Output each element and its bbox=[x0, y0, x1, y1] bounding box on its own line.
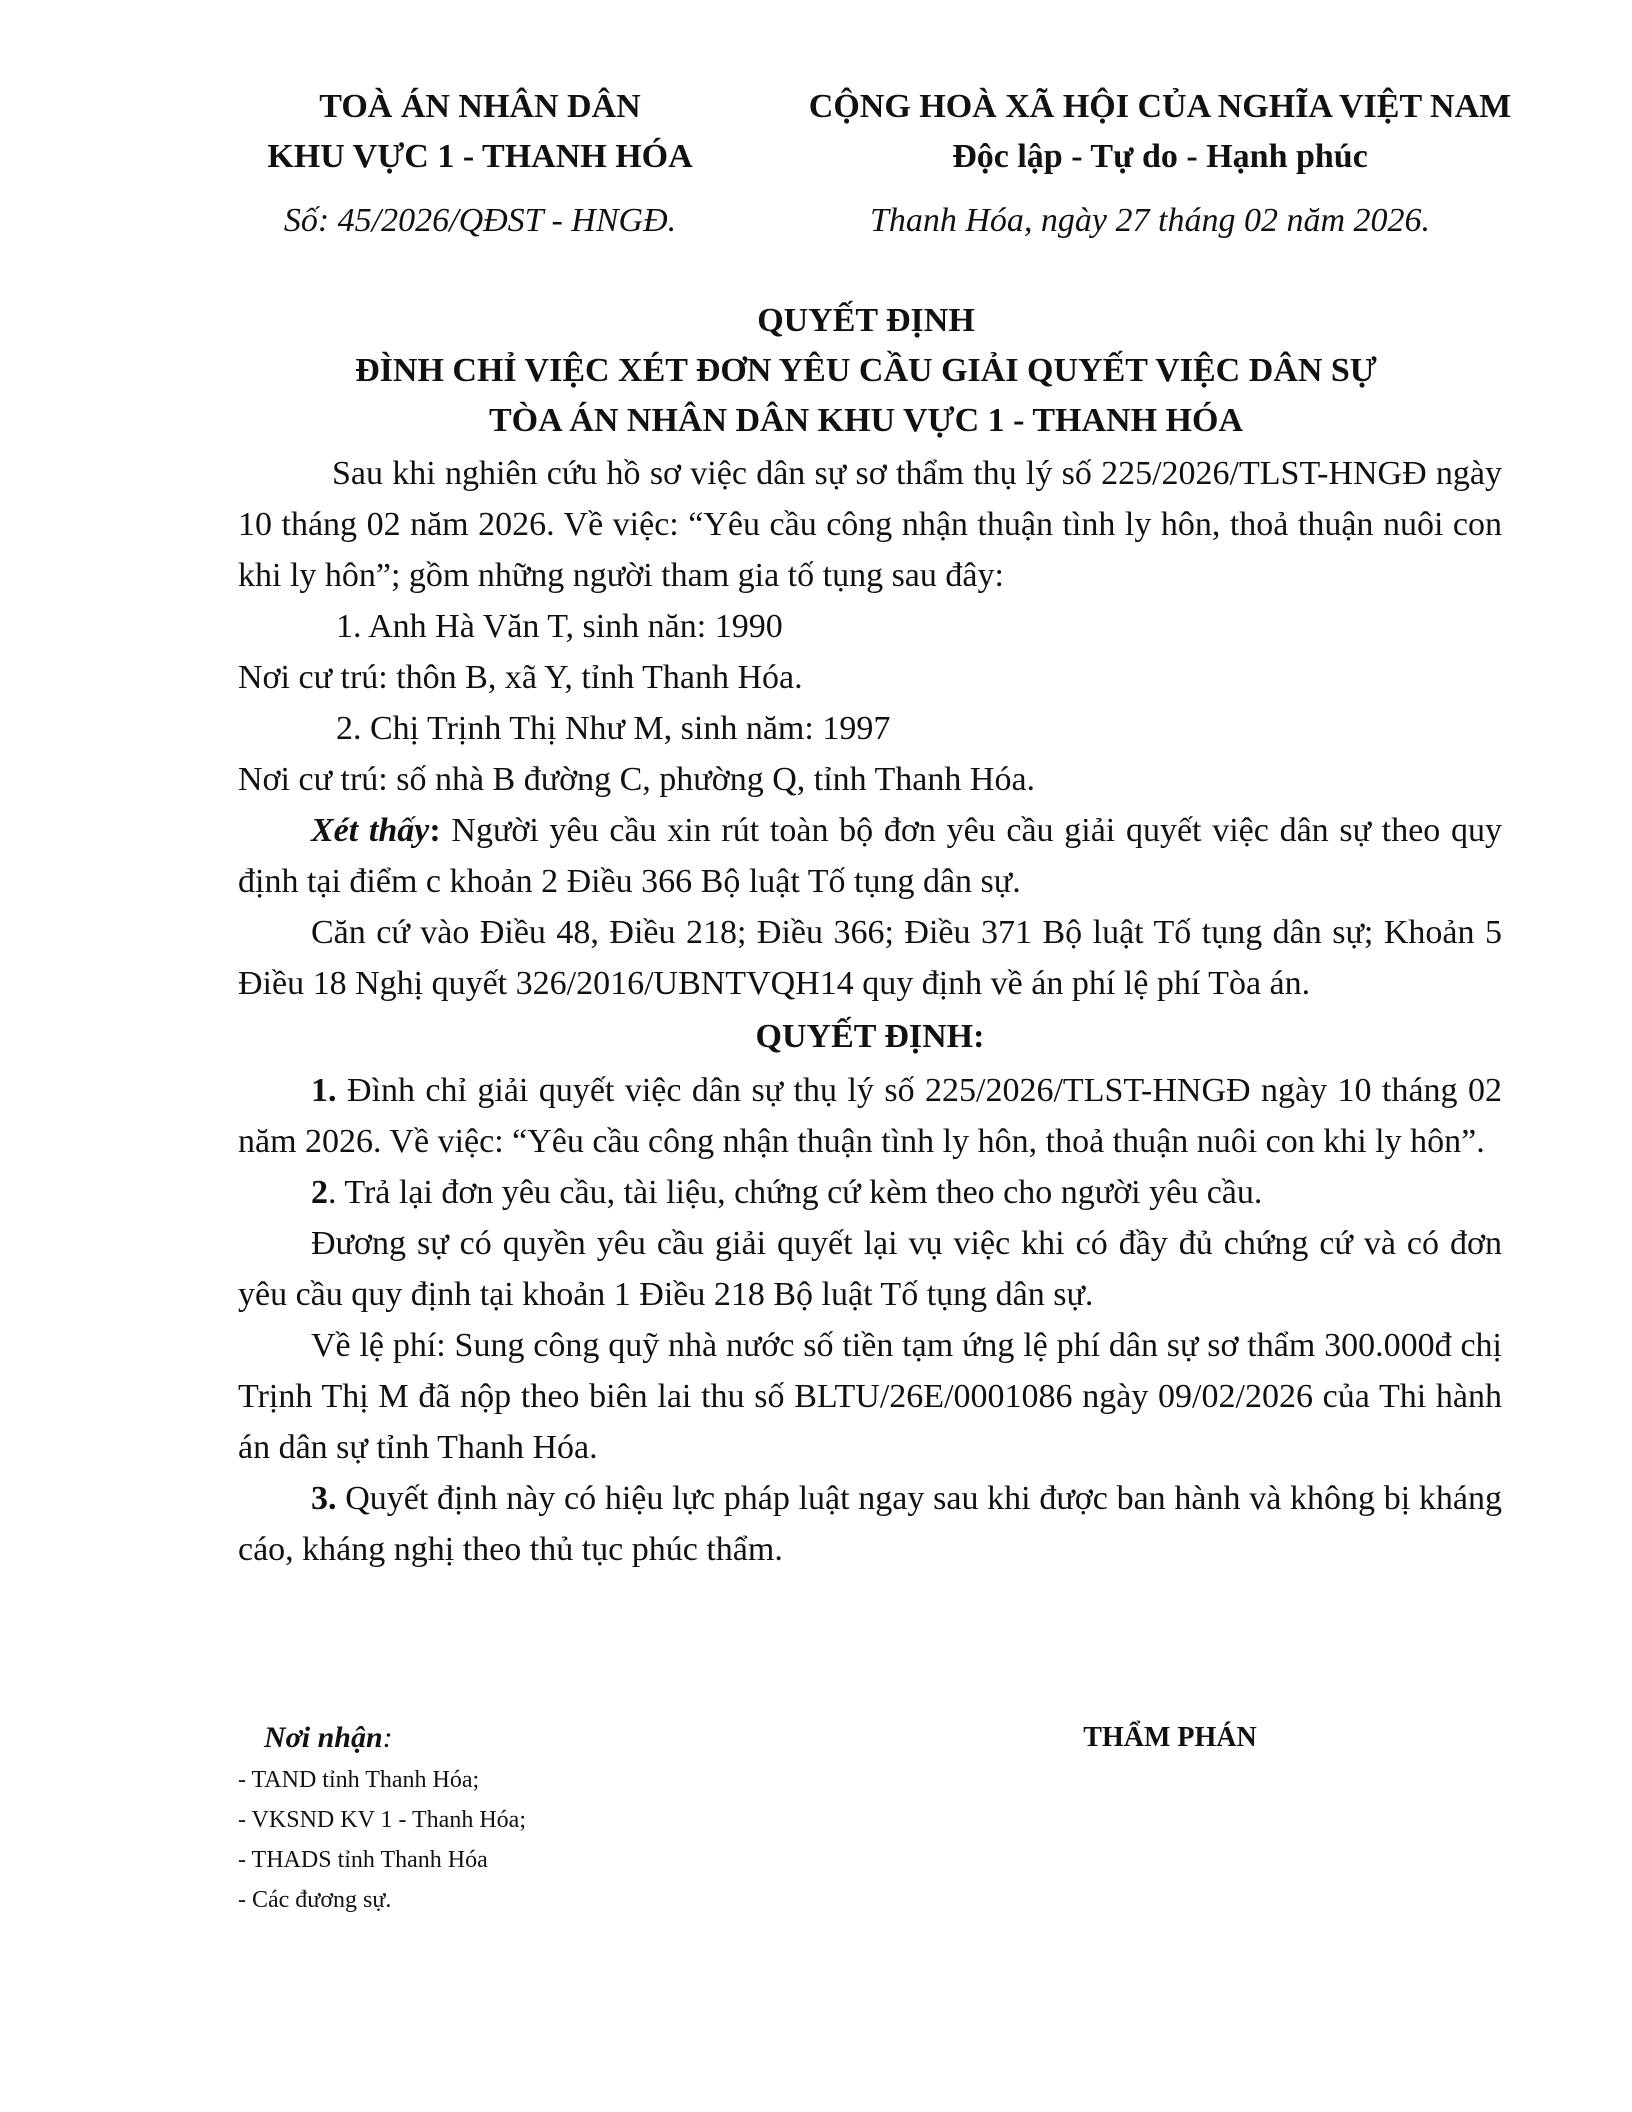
intro-paragraph: Sau khi nghiên cứu hồ sơ việc dân sự sơ thẩm thụ lý số 225/2026/TLST-HNGĐ ngày 10 tháng 02 năm 2026. Về việc: “Yêu cầu công nhận thuận tình ly hôn, thoả thuận nuôi con khi ly hôn”; gồm những người tham gia tố tụng sau đây: bbox=[238, 455, 1502, 594]
title-court: TÒA ÁN NHÂN DÂN KHU VỰC 1 - THANH HÓA bbox=[488, 402, 1243, 439]
recipient-item: - Các đương sự. bbox=[238, 1887, 392, 1913]
national-title: CỘNG HOÀ XÃ HỘI CỦA NGHĨA VIỆT NAM bbox=[808, 88, 1512, 125]
item-1-number: 1. bbox=[311, 1072, 337, 1109]
party-1: 1. Anh Hà Văn T, sinh năn: 1990 bbox=[336, 608, 783, 645]
fee-paragraph: Về lệ phí: Sung công quỹ nhà nước số tiền tạm ứng lệ phí dân sự sơ thẩm 300.000đ chị Trịnh Thị M đã nộp theo biên lai thu số BLTU/26E/0001086 ngày 09/02/2026 của Thi hành án dân sự tỉnh Thanh Hóa. bbox=[238, 1327, 1502, 1466]
national-motto: Độc lập - Tự do - Hạnh phúc bbox=[952, 138, 1368, 175]
recipient-item: - THADS tỉnh Thanh Hóa bbox=[238, 1847, 488, 1873]
judge-title: THẨM PHÁN bbox=[1083, 1722, 1257, 1753]
document-body bbox=[238, 448, 1502, 1575]
court-region: KHU VỰC 1 - THANH HÓA bbox=[267, 138, 693, 175]
item-1-text: Đình chỉ giải quyết việc dân sự thụ lý số 225/2026/TLST-HNGĐ ngày 10 tháng 02 năm 2026. Về việc: “Yêu cầu công nhận thuận tình ly hôn, thoả thuận nuôi con khi ly hôn”. bbox=[238, 1072, 1502, 1160]
item-2-number: 2 bbox=[311, 1174, 328, 1211]
decision-heading: QUYẾT ĐỊNH: bbox=[755, 1018, 985, 1055]
recipients-block bbox=[238, 1718, 526, 1920]
decision-item-3 bbox=[238, 1473, 1502, 1575]
party-1-residence: Nơi cư trú: thôn B, xã Y, tỉnh Thanh Hóa. bbox=[238, 659, 803, 696]
rights-paragraph: Đương sự có quyền yêu cầu giải quyết lại vụ việc khi có đầy đủ chứng cứ và có đơn yêu cầu quy định tại khoản 1 Điều 218 Bộ luật Tố tụng dân sự. bbox=[238, 1225, 1502, 1313]
court-name: TOÀ ÁN NHÂN DÂN bbox=[319, 88, 641, 125]
decision-item-2 bbox=[238, 1167, 1502, 1218]
place-date: Thanh Hóa, ngày 27 tháng 02 năm 2026. bbox=[869, 202, 1431, 239]
national-header bbox=[780, 82, 1540, 182]
party-2-residence: Nơi cư trú: số nhà B đường C, phường Q, tỉnh Thanh Hóa. bbox=[238, 761, 1036, 798]
legal-basis-paragraph: Căn cứ vào Điều 48, Điều 218; Điều 366; Điều 371 Bộ luật Tố tụng dân sự; Khoản 5 Điều 18 Nghị quyết 326/2016/UBNTVQH14 quy định về án phí lệ phí Tòa án. bbox=[238, 914, 1502, 1002]
recipients-title bbox=[238, 1718, 526, 1758]
recipient-item: - TAND tỉnh Thanh Hóa; bbox=[238, 1767, 480, 1793]
finding-paragraph bbox=[238, 805, 1502, 907]
document-titles bbox=[236, 296, 1496, 446]
document-number: Số: 45/2026/QĐST - HNGĐ. bbox=[283, 202, 677, 239]
court-header bbox=[230, 82, 730, 182]
finding-label: Xét thấy bbox=[311, 812, 430, 849]
decision-item-1 bbox=[238, 1065, 1502, 1167]
title-subject: ĐÌNH CHỈ VIỆC XÉT ĐƠN YÊU CẦU GIẢI QUYẾT VIỆC DÂN SỰ bbox=[355, 352, 1377, 389]
item-3-text: Quyết định này có hiệu lực pháp luật ngay sau khi được ban hành và không bị kháng cáo, kháng nghị theo thủ tục phúc thẩm. bbox=[238, 1480, 1502, 1568]
finding-text: Người yêu cầu xin rút toàn bộ đơn yêu cầu giải quyết việc dân sự theo quy định tại điểm c khoản 2 Điều 366 Bộ luật Tố tụng dân sự. bbox=[238, 812, 1502, 900]
recipients-colon: : bbox=[382, 1721, 393, 1754]
recipients-label: Nơi nhận bbox=[264, 1721, 383, 1754]
title-decision: QUYẾT ĐỊNH bbox=[757, 302, 975, 339]
item-2-text: . Trả lại đơn yêu cầu, tài liệu, chứng cứ kèm theo cho người yêu cầu. bbox=[328, 1174, 1263, 1211]
party-2: 2. Chị Trịnh Thị Như M, sinh năm: 1997 bbox=[336, 710, 891, 747]
finding-colon: : bbox=[429, 812, 441, 849]
recipient-item: - VKSND KV 1 - Thanh Hóa; bbox=[238, 1807, 526, 1833]
item-3-number: 3. bbox=[311, 1480, 337, 1517]
